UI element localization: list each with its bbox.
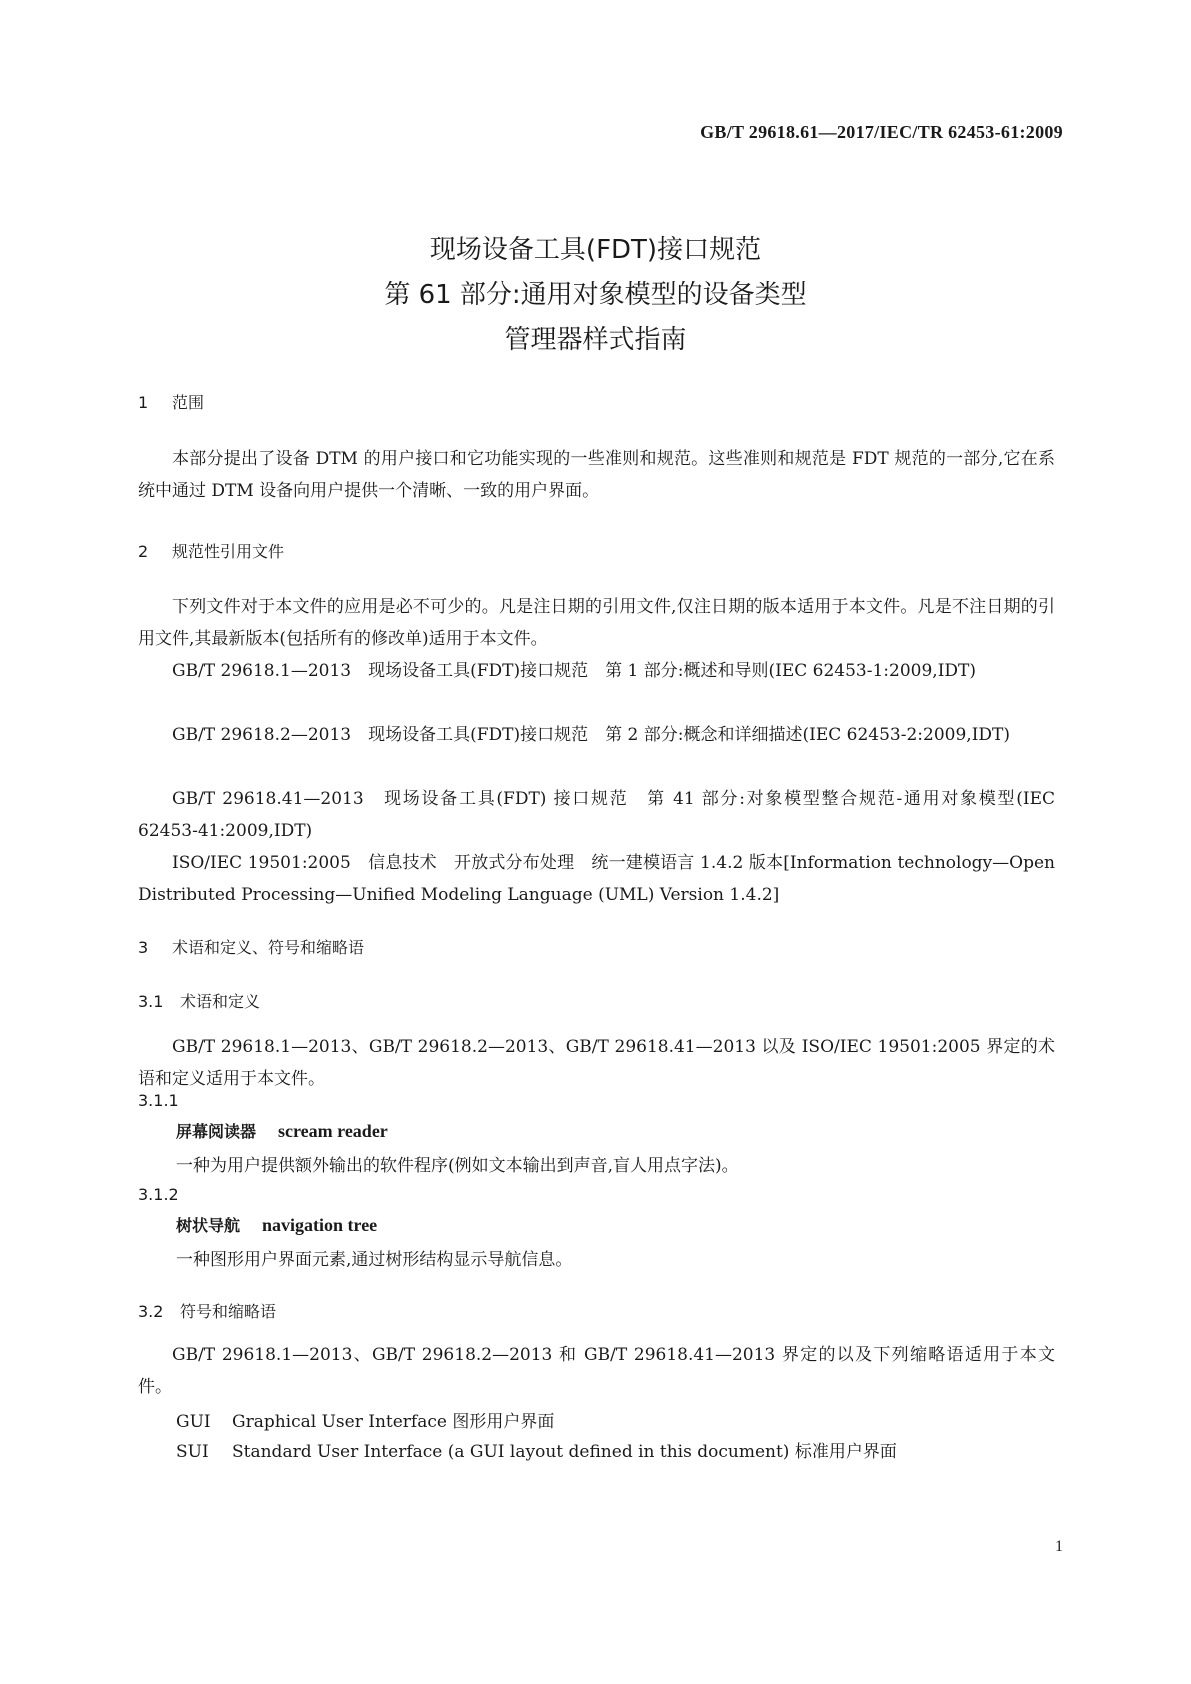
term-definition: 一种为用户提供额外输出的软件程序(例如文本输出到声音,盲人用点字法)。	[176, 1156, 739, 1176]
abbreviation-text: Graphical User Interface 图形用户界面	[232, 1412, 555, 1432]
abbreviation-text: Standard User Interface (a GUI layout defined in this document) 标准用户界面	[232, 1442, 897, 1462]
reference-item: GB/T 29618.2—2013 现场设备工具(FDT)接口规范 第 2 部分:概念和详细描述(IEC 62453-2:2009,IDT)	[172, 725, 1011, 745]
reference-item: GB/T 29618.1—2013 现场设备工具(FDT)接口规范 第 1 部分:概述和导则(IEC 62453-1:2009,IDT)	[172, 661, 977, 681]
section-number: 3.1	[138, 992, 164, 1011]
section-title: 范围	[172, 393, 205, 412]
title-line-3: 管理器样式指南	[504, 325, 687, 355]
page-number: 1	[1055, 1538, 1063, 1555]
standard-code-header: GB/T 29618.61—2017/IEC/TR 62453-61:2009	[700, 122, 1063, 142]
reference-item: GB/T 29618.41—2013 现场设备工具(FDT) 接口规范 第 41 部分:对象模型整合规范-通用对象模型(IEC 62453-41:2009,IDT)	[138, 789, 1055, 841]
term-zh: 树状导航	[176, 1216, 241, 1235]
abbreviation-code: GUI	[176, 1412, 211, 1432]
document-title	[0, 228, 1191, 363]
abbreviation-item	[176, 1407, 554, 1432]
term-number: 3.1.2	[138, 1185, 179, 1204]
section-3-2-heading	[138, 1299, 276, 1322]
term-definition: 一种图形用户界面元素,通过树形结构显示导航信息。	[176, 1250, 573, 1270]
section-number: 3.2	[138, 1302, 164, 1321]
term-number: 3.1.1	[138, 1091, 179, 1110]
reference-item: ISO/IEC 19501:2005 信息技术 开放式分布处理 统一建模语言 1.4.2 版本[Information technology—Open Distributed Processing—Unified Modeling Language (UML) Version 1.4.2]	[138, 853, 1055, 905]
section-number: 3	[138, 938, 149, 957]
section-number: 1	[138, 393, 149, 412]
section-3-1-heading	[138, 989, 260, 1012]
section-1-paragraph: 本部分提出了设备 DTM 的用户接口和它功能实现的一些准则和规范。这些准则和规范是 FDT 规范的一部分,它在系统中通过 DTM 设备向用户提供一个清晰、一致的用户界面。	[138, 449, 1055, 501]
term-heading	[176, 1119, 388, 1142]
term-heading	[176, 1213, 377, 1236]
section-title: 规范性引用文件	[172, 542, 285, 561]
term-en: scream reader	[278, 1121, 388, 1141]
section-3-1-paragraph: GB/T 29618.1—2013、GB/T 29618.2—2013、GB/T 29618.41—2013 以及 ISO/IEC 19501:2005 界定的术语和定义适用于本文件。	[138, 1037, 1055, 1089]
abbreviation-code: SUI	[176, 1442, 209, 1462]
abbreviation-item	[176, 1437, 897, 1462]
title-line-1: 现场设备工具(FDT)接口规范	[429, 235, 762, 265]
section-title: 术语和定义、符号和缩略语	[172, 938, 365, 957]
section-1-heading	[138, 390, 204, 413]
section-2-paragraph: 下列文件对于本文件的应用是必不可少的。凡是注日期的引用文件,仅注日期的版本适用于本文件。凡是不注日期的引用文件,其最新版本(包括所有的修改单)适用于本文件。	[138, 597, 1055, 649]
section-3-2-paragraph: GB/T 29618.1—2013、GB/T 29618.2—2013 和 GB/T 29618.41—2013 界定的以及下列缩略语适用于本文件。	[138, 1345, 1055, 1397]
term-en: navigation tree	[262, 1215, 378, 1235]
section-title: 符号和缩略语	[180, 1302, 277, 1321]
title-line-2: 第 61 部分:通用对象模型的设备类型	[384, 280, 807, 310]
section-2-heading	[138, 539, 284, 562]
section-number: 2	[138, 542, 149, 561]
section-title: 术语和定义	[180, 992, 261, 1011]
term-zh: 屏幕阅读器	[176, 1122, 257, 1141]
section-3-heading	[138, 935, 364, 958]
